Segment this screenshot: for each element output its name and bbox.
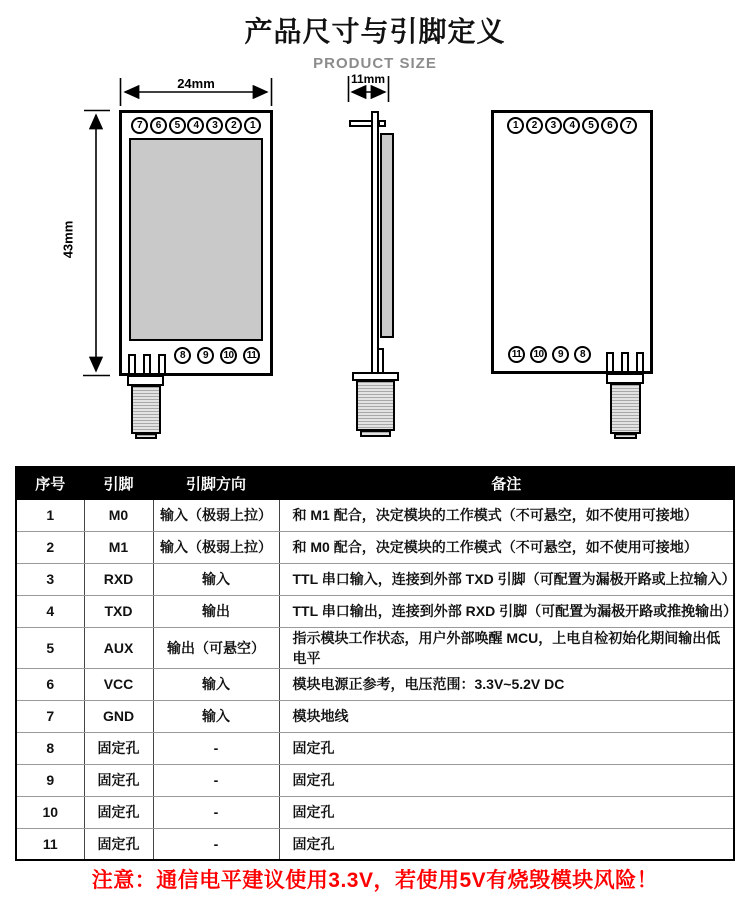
front-top-pins [131, 117, 261, 134]
table-cell: 11 [16, 828, 84, 860]
table-cell: 和 M1 配合，决定模块的工作模式（不可悬空，如不使用可接地） [279, 499, 734, 531]
table-cell: 固定孔 [84, 828, 153, 860]
table-body [16, 499, 738, 860]
pin-number-4: 4 [187, 117, 204, 134]
table-cell: TTL 串口输出，连接到外部 RXD 引脚（可配置为漏极开路或推挽输出） [279, 595, 734, 627]
table-cell: M0 [84, 499, 153, 531]
mount-slot [128, 354, 136, 373]
table-row [16, 499, 734, 531]
table-cell: 3 [16, 563, 84, 595]
mount-slot [158, 354, 166, 373]
side-antenna-cap [360, 430, 391, 437]
table-cell: 输入 [153, 563, 279, 595]
mount-slot [143, 354, 151, 373]
table-cell: 1 [16, 499, 84, 531]
table-row [16, 828, 734, 860]
table-cell: 9 [16, 764, 84, 796]
warning-text: 注意：通信电平建议使用3.3V，若使用5V有烧毁模块风险！ [91, 869, 659, 892]
pin-number-10: 10 [530, 346, 547, 363]
pin-number-7: 7 [131, 117, 148, 134]
side-shield [380, 133, 394, 338]
table-cell: TTL 串口输入，连接到外部 TXD 引脚（可配置为漏极开路或上拉输入） [279, 563, 734, 595]
pin-number-8: 8 [574, 346, 591, 363]
table-row [16, 668, 734, 700]
table-cell: 固定孔 [279, 764, 734, 796]
table-row [16, 531, 734, 563]
table-cell: 输入（极弱上拉） [153, 531, 279, 563]
table-row [16, 764, 734, 796]
table-cell: 模块电源正参考，电压范围：3.3V~5.2V DC [279, 668, 734, 700]
pin-number-6: 6 [601, 117, 618, 134]
table-cell: 4 [16, 595, 84, 627]
side-top-pin [349, 120, 373, 127]
mount-slot [621, 352, 629, 371]
front-width-label: 24mm [177, 76, 215, 91]
front-height-label: 43mm [60, 220, 76, 259]
table-cell: VCC [84, 668, 153, 700]
column-header: 备注 [279, 467, 734, 499]
table-cell: 固定孔 [84, 732, 153, 764]
pin-number-10: 10 [220, 347, 237, 364]
table-cell: 固定孔 [279, 796, 734, 828]
side-pcb-board [371, 111, 379, 374]
pin-number-3: 3 [545, 117, 562, 134]
table-row [16, 563, 734, 595]
pin-number-11: 11 [243, 347, 260, 364]
table-cell: 和 M0 配合，决定模块的工作模式（不可悬空，如不使用可接地） [279, 531, 734, 563]
table-cell: 6 [16, 668, 84, 700]
table-row [16, 700, 734, 732]
side-antenna-connector [356, 380, 395, 431]
table-row [16, 627, 734, 668]
table-cell: TXD [84, 595, 153, 627]
table-cell: AUX [84, 627, 153, 668]
table-cell: GND [84, 700, 153, 732]
mount-slot [636, 352, 644, 371]
page-title: 产品尺寸与引脚定义 [244, 16, 506, 47]
table-cell: 7 [16, 700, 84, 732]
table-cell: 5 [16, 627, 84, 668]
back-antenna-connector [610, 383, 641, 434]
front-mount-slots [128, 354, 166, 373]
pin-number-1: 1 [507, 117, 524, 134]
pin-number-5: 5 [582, 117, 599, 134]
pin-number-2: 2 [225, 117, 242, 134]
pin-number-5: 5 [169, 117, 186, 134]
table-cell: - [153, 732, 279, 764]
table-cell: M1 [84, 531, 153, 563]
pin-number-1: 1 [244, 117, 261, 134]
back-bottom-pins [508, 346, 591, 363]
table-cell: 2 [16, 531, 84, 563]
column-header: 序号 [16, 467, 84, 499]
column-header: 引脚方向 [153, 467, 279, 499]
back-antenna-cap [614, 433, 637, 439]
table-cell: - [153, 796, 279, 828]
pin-number-8: 8 [174, 347, 191, 364]
table-cell: 固定孔 [84, 764, 153, 796]
table-cell: 输入 [153, 668, 279, 700]
table-cell: 固定孔 [279, 828, 734, 860]
column-header: 引脚 [84, 467, 153, 499]
pin-number-6: 6 [150, 117, 167, 134]
table-cell: 输入（极弱上拉） [153, 499, 279, 531]
front-shield-area [129, 138, 263, 341]
front-antenna-cap [135, 433, 157, 439]
front-antenna-connector [131, 385, 161, 434]
pin-number-4: 4 [563, 117, 580, 134]
pin-number-11: 11 [508, 346, 525, 363]
pin-number-9: 9 [552, 346, 569, 363]
front-bottom-pins [174, 347, 260, 364]
pin-number-7: 7 [620, 117, 637, 134]
table-cell: 8 [16, 732, 84, 764]
table-cell: 模块地线 [279, 700, 734, 732]
table-cell: 输入 [153, 700, 279, 732]
back-view-module [491, 110, 653, 374]
pin-definition-table [15, 466, 738, 861]
table-cell: 10 [16, 796, 84, 828]
front-view-module [119, 110, 273, 376]
back-top-pins [507, 117, 637, 134]
page-subtitle: PRODUCT SIZE [313, 55, 437, 72]
table-row [16, 796, 734, 828]
side-bottom-pin [377, 348, 384, 374]
mount-slot [606, 352, 614, 371]
table-cell: 输出（可悬空） [153, 627, 279, 668]
table-row [16, 732, 734, 764]
table-cell: 固定孔 [84, 796, 153, 828]
back-mount-slots [606, 352, 644, 371]
table-cell: - [153, 764, 279, 796]
pin-number-2: 2 [526, 117, 543, 134]
pin-number-3: 3 [206, 117, 223, 134]
pin-number-9: 9 [197, 347, 214, 364]
table-cell: RXD [84, 563, 153, 595]
table-cell: 输出 [153, 595, 279, 627]
table-cell: 指示模块工作状态，用户外部唤醒 MCU，上电自检初始化期间输出低电平 [279, 627, 734, 668]
table-header-row [16, 467, 734, 499]
side-width-label: 11mm [350, 72, 386, 86]
table-row [16, 595, 734, 627]
table-cell: - [153, 828, 279, 860]
side-pin-tab [378, 120, 386, 127]
front-height-dimension-lines [83, 111, 110, 376]
table-header [16, 467, 734, 499]
table-cell: 固定孔 [279, 732, 734, 764]
